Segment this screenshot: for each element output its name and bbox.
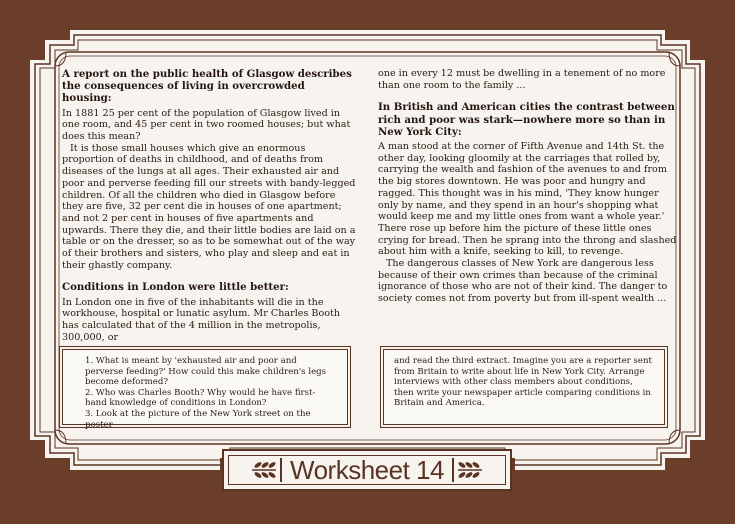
laurel-sprig-right-icon (456, 457, 484, 483)
paragraph-glasgow-deaths: It is those small houses which give an enormous proportion of deaths in childhood, and of deaths from diseases of the lungs at all ages. Their exhausted air and poor and perverse feeding fill our streets with bandy-legged children. Of all the children who died in Glasgow before they are five, 32 per cent die in houses of one apartment; and not 2 per cent in houses of five apartments and upwards. There they die, and their little bodies are laid on a table or on the dresser, so as to be somewhat out of the way of their brothers and sisters, who play and sleep and eat in their ghastly company. (62, 142, 356, 271)
question-3-continued: and read the third extract. Imagine you are a reporter sent from Britain to write about life in New York City. Arrange interviews with other class members about conditions, then write your newspaper article comparing conditions in Britain and America. (394, 356, 652, 409)
question-1: 1. What is meant by 'exhausted air and poor and perverse feeding?' How could this make children's legs become deformed? (85, 356, 327, 388)
paragraph-london: In London one in five of the inhabitants will die in the workhouse, hospital or lunatic asylum. Mr Charles Booth has calculated that of the 4 million in the metropolis, 300,000, or (62, 296, 341, 343)
question-3: 3. Look at the picture of the New York street on the poster (85, 408, 311, 430)
left-column (62, 68, 356, 343)
question-2: 2. Who was Charles Booth? Why would he have first-hand knowledge of conditions in London? (85, 387, 316, 409)
worksheet-title: Worksheet 14 (290, 454, 444, 485)
paragraph-london-continued: one in every 12 must be dwelling in a tenement of no more than one room to the family ... (378, 68, 666, 91)
questions-box-right (383, 349, 665, 425)
heading-london: Conditions in London were little better: (62, 281, 289, 294)
right-column (378, 68, 678, 305)
laurel-sprig-left-icon (250, 457, 278, 483)
paragraph-new-york-dangerous: The dangerous classes of New York are dangerous less because of their own crimes than because of the criminal ignorance of those who are not of their kind. The danger to society comes not from poverty but from ill-spent wealth ... (378, 258, 668, 305)
heading-glasgow: A report on the public health of Glasgow describes the consequences of living in overcrowded housing: (62, 68, 352, 105)
heading-new-york: In British and American cities the contrast between rich and poor was stark—nowhere more so than in New York City: (378, 101, 675, 138)
questions-box-left (62, 349, 348, 430)
worksheet-title-banner (222, 449, 512, 491)
paragraph-new-york-man: A man stood at the corner of Fifth Avenue and 14th St. the other day, looking gloomily at the carriages that rolled by, carrying the wealth and fashion of the avenues to and from the big stores downtown. He was poor and hungry and ragged. This thought was in his mind, 'They know hunger only by name, and they spend in an hour's shopping what would keep me and my little ones from want a whole year.' There rose up before him the picture of these little ones crying for bread. Then he sprang into the throng and slashed about him with a knife, seeking to kill, to revenge. (378, 141, 677, 258)
paragraph-glasgow-stats: In 1881 25 per cent of the population of Glasgow lived in one room, and 45 per cent in two roomed houses; but what does this mean? (62, 107, 351, 143)
